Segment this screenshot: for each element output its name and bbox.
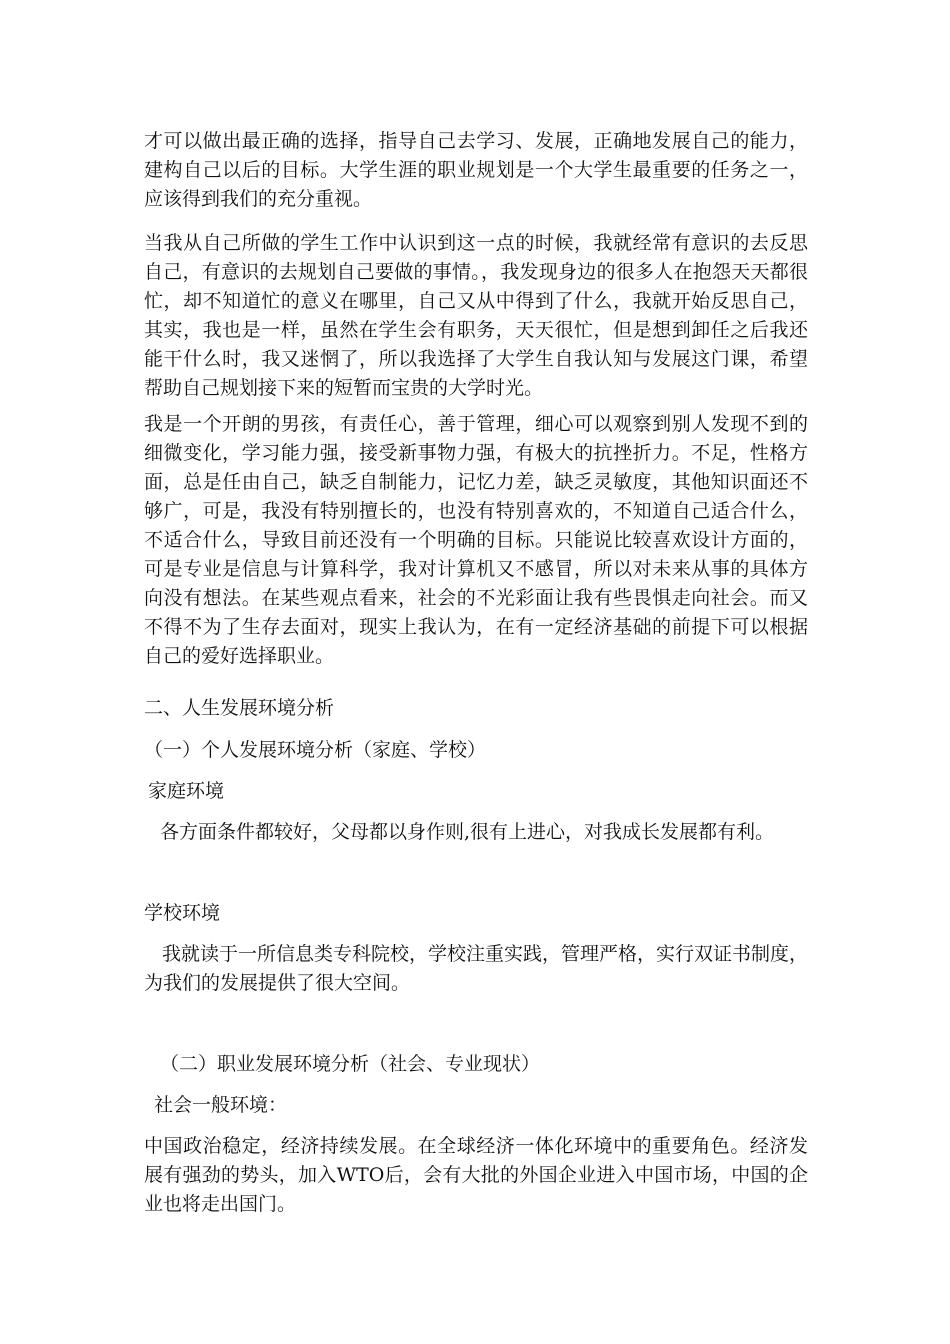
family-text: 各方面条件都较好，父母都以身作则,很有上进心，对我成长发展都有利。 bbox=[160, 821, 775, 843]
society-heading: 社会一般环境： bbox=[154, 1094, 288, 1116]
paragraph-self-assessment: 我是一个开朗的男孩，有责任心，善于管理，细心可以观察到别人发现不到的细微变化，学习能力强，接受新事物力强，有极大的抗挫折力。不足，性格方面，总是任由自己，缺乏自制能力，记忆力差，缺乏灵敏度，其他知识面还不够广，可是，我没有特别擅长的，也没有特别喜欢的，不知道自己适合什么，不适合什么，导致目前还没有一个明确的目标。只能说比较喜欢设计方面的，可是专业是信息与计算科学，我对计算机又不感冒，所以对未来从事的具体方向没有想法。在某些观点看来，社会的不光彩面让我有些畏惧走向社会。而又不得不为了生存去面对，现实上我认为，在有一定经济基础的前提下可以根据自己的爱好选择职业。 bbox=[144, 413, 808, 667]
paragraph-reflection: 当我从自己所做的学生工作中认识到这一点的时候，我就经常有意识的去反思自己，有意识的去规划自己要做的事情。，我发现身边的很多人在抱怨天天都很忙，却不知道忙的意义在哪里，自己又从中得到了什么，我就开始反思自己，其实，我也是一样，虽然在学生会有职务，天天很忙，但是想到卸任之后我还能干什么时，我又迷惘了，所以我选择了大学生自我认知与发展这门课，希望帮助自己规划接下来的短暂而宝贵的大学时光。 bbox=[144, 232, 808, 399]
school-text: 我就读于一所信息类专科院校，学校注重实践，管理严格，实行双证书制度，为我们的发展提供了很大空间。 bbox=[144, 943, 809, 994]
paragraph-career-planning: 才可以做出最正确的选择，指导自己去学习、发展，正确地发展自己的能力，建构自己以后的目标。大学生涯的职业规划是一个大学生最重要的任务之一，应该得到我们的充分重视。 bbox=[144, 130, 808, 210]
subsection-two-heading: （二）职业发展环境分析（社会、专业现状） bbox=[160, 1053, 541, 1075]
subsection-one-heading: （一）个人发展环境分析（家庭、学校） bbox=[144, 739, 487, 761]
section-two-heading: 二、人生发展环境分析 bbox=[144, 697, 335, 719]
school-heading: 学校环境 bbox=[144, 902, 221, 924]
society-text: 中国政治稳定，经济持续发展。在全球经济一体化环境中的重要角色。经济发展有强劲的势头，加入WTO后，会有大批的外国企业进入中国市场，中国的企业也将走出国门。 bbox=[144, 1135, 808, 1215]
family-heading: 家庭环境 bbox=[148, 780, 225, 802]
